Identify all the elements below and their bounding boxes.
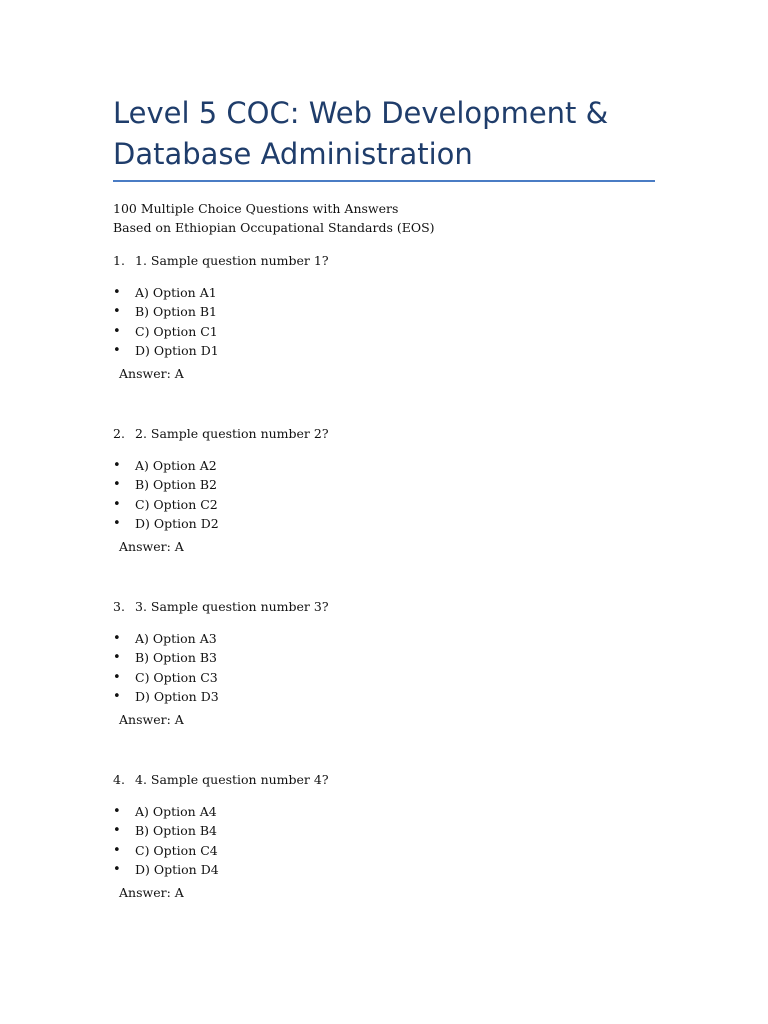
question-text: 1. Sample question number 1?: [135, 253, 329, 268]
option-text: C) Option C1: [135, 323, 218, 339]
bullet-icon: •: [113, 842, 121, 858]
intro-line: 100 Multiple Choice Questions with Answers: [113, 201, 399, 216]
document-title: Level 5 COC: Web Development & Database Administration: [113, 96, 609, 171]
option-text: B) Option B2: [135, 477, 217, 493]
bullet-icon: •: [113, 689, 121, 705]
option-text: D) Option D1: [135, 343, 219, 359]
question-text: 3. Sample question number 3?: [135, 599, 329, 614]
bullet-icon: •: [113, 862, 121, 878]
bullet-icon: •: [113, 669, 121, 685]
option-text: D) Option D2: [135, 516, 219, 532]
title-underline: [113, 180, 655, 182]
answer-text: Answer: A: [119, 885, 184, 900]
option-text: B) Option B4: [135, 823, 217, 839]
option-text: C) Option C3: [135, 669, 218, 685]
question-text: 2. Sample question number 2?: [135, 426, 329, 441]
bullet-icon: •: [113, 650, 121, 666]
question-text: 4. Sample question number 4?: [135, 772, 329, 787]
option-text: A) Option A3: [135, 631, 217, 646]
bullet-icon: •: [113, 823, 121, 839]
bullet-icon: •: [113, 304, 121, 320]
question-line: [113, 771, 329, 789]
question-line: [113, 425, 329, 443]
option-text: A) Option A4: [135, 804, 217, 819]
question-line: [113, 252, 329, 270]
bullet-icon: •: [113, 804, 121, 819]
bullet-icon: •: [113, 631, 121, 646]
option-text: B) Option B1: [135, 304, 217, 320]
bullet-icon: •: [113, 343, 121, 359]
question-number: 2.: [113, 426, 125, 441]
bullet-icon: •: [113, 323, 121, 339]
bullet-icon: •: [113, 458, 121, 473]
question-number: 4.: [113, 772, 125, 787]
option-text: C) Option C2: [135, 496, 218, 512]
answer-text: Answer: A: [119, 366, 184, 381]
bullet-icon: •: [113, 477, 121, 493]
document-intro: [113, 200, 435, 237]
question-number: 3.: [113, 599, 125, 614]
answer-text: Answer: A: [119, 539, 184, 554]
option-text: D) Option D4: [135, 862, 219, 878]
bullet-icon: •: [113, 496, 121, 512]
option-text: A) Option A2: [135, 458, 217, 473]
question-line: [113, 598, 329, 616]
option-text: A) Option A1: [135, 285, 217, 300]
option-text: D) Option D3: [135, 689, 219, 705]
option-text: C) Option C4: [135, 842, 218, 858]
intro-line: Based on Ethiopian Occupational Standards (EOS): [113, 219, 435, 235]
bullet-icon: •: [113, 285, 121, 300]
bullet-icon: •: [113, 516, 121, 532]
question-number: 1.: [113, 253, 125, 268]
answer-text: Answer: A: [119, 712, 184, 727]
option-text: B) Option B3: [135, 650, 217, 666]
